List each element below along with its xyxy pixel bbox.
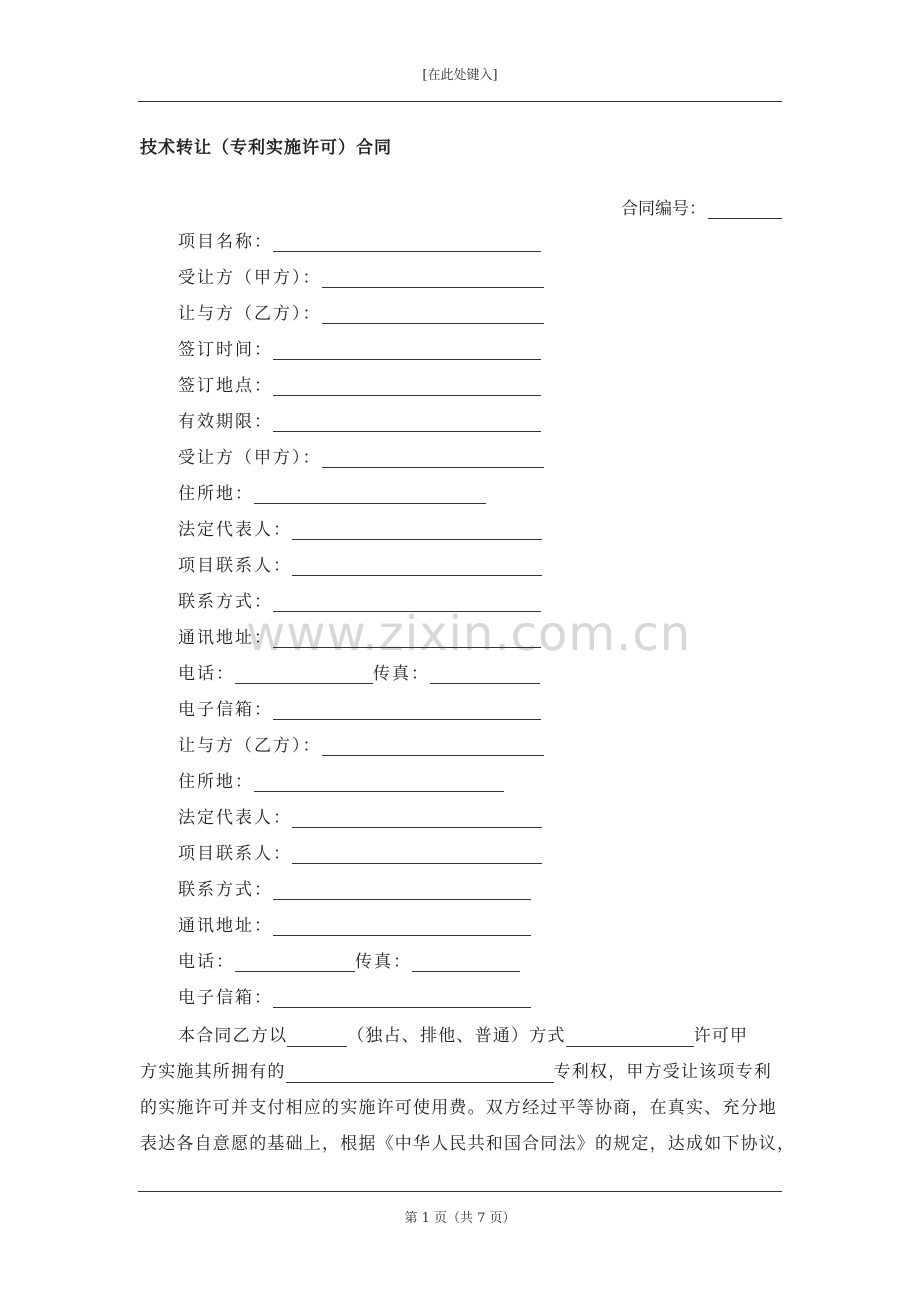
field-blank[interactable] — [292, 845, 542, 864]
contract-preamble — [140, 1018, 796, 1162]
preamble-line — [140, 1018, 782, 1054]
field-blank[interactable] — [322, 449, 544, 468]
field-blank[interactable] — [273, 593, 541, 612]
contract-number-label: 合同编号： — [621, 199, 706, 219]
field-transferee — [178, 264, 544, 288]
field-blank[interactable] — [273, 629, 541, 648]
field-sign-place — [178, 372, 541, 396]
field-label: 受让方（甲方）： — [178, 448, 322, 468]
field-label: 联系方式： — [178, 592, 273, 612]
field-blank[interactable] — [273, 917, 531, 936]
patent-name-blank[interactable] — [286, 1062, 554, 1083]
field-party-b — [178, 732, 544, 756]
field-blank[interactable] — [273, 881, 531, 900]
license-mode-blank[interactable] — [566, 1026, 694, 1047]
preamble-text: 方实施其所拥有的 — [140, 1062, 286, 1082]
preamble-text: 表达各自意愿的基础上，根据《中华人民共和国合同法》的规定，达成如下协议， — [140, 1134, 796, 1154]
preamble-text: 专利权，甲方受让该项专利 — [553, 1062, 773, 1082]
field-blank[interactable] — [322, 269, 544, 288]
field-party-a-mail-address — [178, 624, 541, 648]
preamble-text: 许可甲 — [693, 1026, 749, 1046]
field-blank[interactable] — [273, 377, 541, 396]
contract-number-field — [621, 194, 782, 219]
field-label: 电子信箱： — [178, 988, 273, 1008]
field-sign-date — [178, 336, 541, 360]
field-label: 住所地： — [178, 772, 254, 792]
field-project-name — [178, 228, 541, 252]
header-placeholder[interactable]: [在此处键入] — [422, 68, 498, 83]
field-label: 签订地点： — [178, 376, 273, 396]
license-type-blank[interactable] — [287, 1026, 347, 1047]
field-label: 有效期限： — [178, 412, 273, 432]
field-blank[interactable] — [273, 413, 541, 432]
footer-rule — [138, 1191, 782, 1192]
field-blank[interactable] — [273, 989, 531, 1008]
fax-label: 传真： — [355, 952, 412, 972]
field-label: 电话： — [178, 952, 235, 972]
field-label: 法定代表人： — [178, 808, 292, 828]
field-party-b-mail-address — [178, 912, 531, 936]
field-label: 项目联系人： — [178, 844, 292, 864]
field-label: 受让方（甲方）： — [178, 268, 322, 288]
field-party-b-email — [178, 984, 531, 1008]
watermark: www.zixin.com.cn — [246, 606, 692, 662]
field-label: 项目联系人： — [178, 556, 292, 576]
field-party-a-phone-fax — [178, 660, 540, 684]
field-party-a-email — [178, 696, 541, 720]
preamble-text: （独占、排他、普通）方式 — [347, 1026, 566, 1046]
preamble-line — [140, 1126, 796, 1162]
field-label: 让与方（乙方）： — [178, 304, 322, 324]
field-blank[interactable] — [292, 557, 542, 576]
field-party-b-contact-method — [178, 876, 531, 900]
preamble-line — [140, 1054, 782, 1090]
field-blank[interactable] — [273, 701, 541, 720]
preamble-text: 本合同乙方以 — [178, 1026, 288, 1046]
field-blank[interactable] — [273, 233, 541, 252]
contract-number-blank[interactable] — [708, 200, 782, 219]
field-label: 电子信箱： — [178, 700, 273, 720]
field-label: 联系方式： — [178, 880, 273, 900]
field-label: 通讯地址： — [178, 628, 273, 648]
field-party-b-phone-fax — [178, 948, 520, 972]
phone-blank[interactable] — [235, 665, 373, 684]
header-rule — [138, 101, 782, 102]
fax-label: 传真： — [373, 664, 430, 684]
fax-blank[interactable] — [430, 665, 540, 684]
field-blank[interactable] — [273, 341, 541, 360]
preamble-line — [140, 1090, 782, 1126]
field-transferor — [178, 300, 544, 324]
field-party-b-contact-person — [178, 840, 542, 864]
field-label: 住所地： — [178, 484, 254, 504]
field-blank[interactable] — [254, 773, 504, 792]
field-label: 电话： — [178, 664, 235, 684]
field-label: 法定代表人： — [178, 520, 292, 540]
phone-blank[interactable] — [235, 953, 355, 972]
field-party-b-address — [178, 768, 504, 792]
field-party-a-contact-person — [178, 552, 542, 576]
document-title: 技术转让（专利实施许可）合同 — [140, 138, 392, 158]
field-label: 项目名称： — [178, 232, 273, 252]
page-number: 第 1 页（共 7 页） — [404, 1211, 516, 1226]
field-party-a-contact-method — [178, 588, 541, 612]
field-party-a-address — [178, 480, 486, 504]
field-party-b-legal-rep — [178, 804, 542, 828]
field-label: 签订时间： — [178, 340, 273, 360]
field-blank[interactable] — [322, 737, 544, 756]
field-validity — [178, 408, 541, 432]
field-label: 让与方（乙方）： — [178, 736, 322, 756]
field-label: 通讯地址： — [178, 916, 273, 936]
field-blank[interactable] — [254, 485, 486, 504]
fax-blank[interactable] — [412, 953, 520, 972]
field-party-a — [178, 444, 544, 468]
field-blank[interactable] — [292, 809, 542, 828]
field-party-a-legal-rep — [178, 516, 542, 540]
preamble-text: 的实施许可并支付相应的实施许可使用费。双方经过平等协商，在真实、充分地 — [140, 1098, 777, 1118]
field-blank[interactable] — [322, 305, 544, 324]
field-blank[interactable] — [292, 521, 542, 540]
